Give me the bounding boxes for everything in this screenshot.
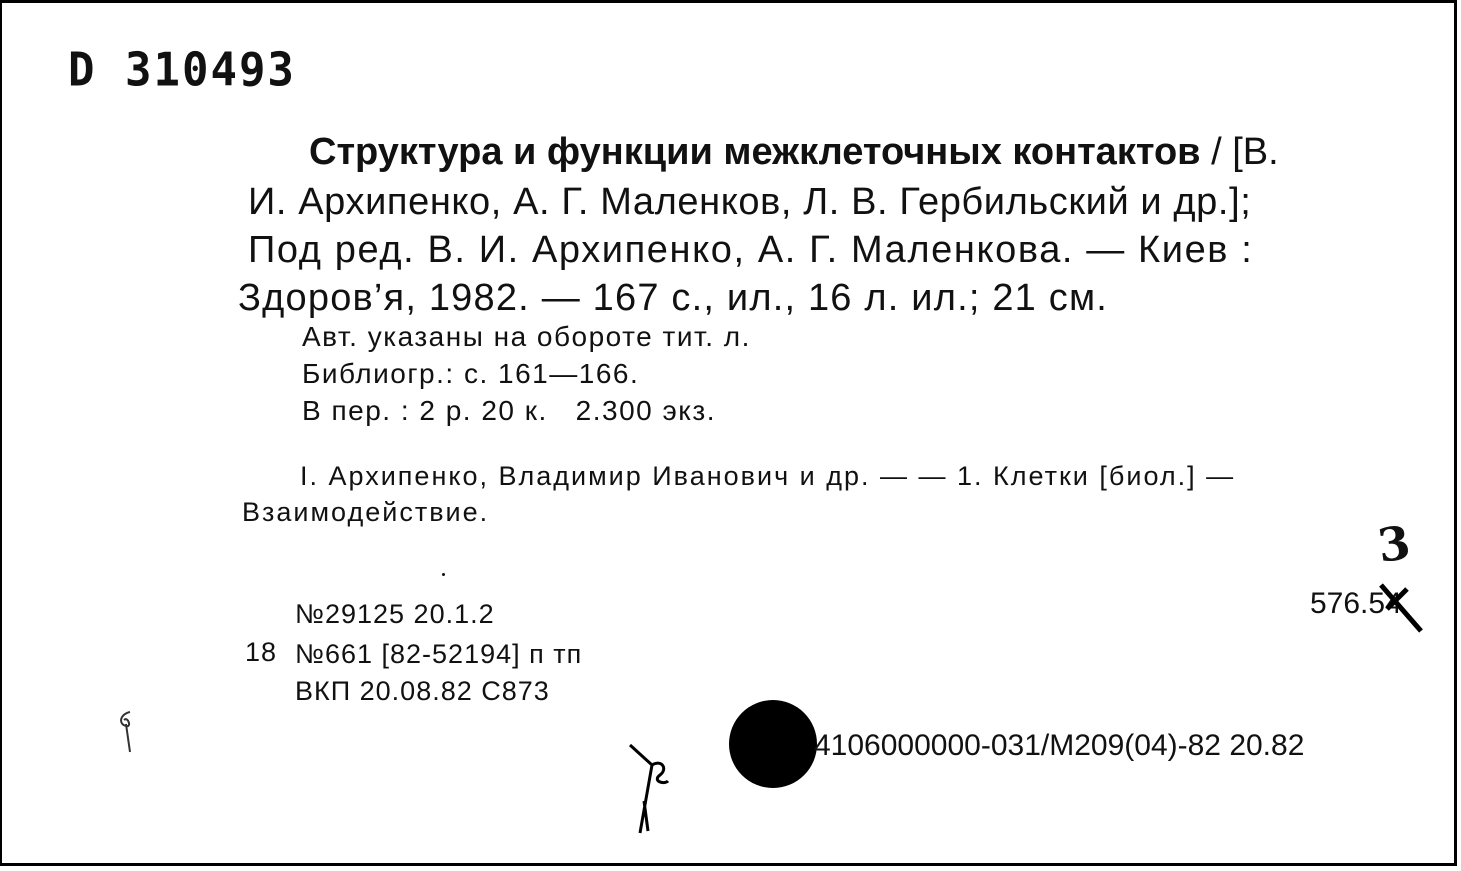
classification-number: 576.54 [1310, 587, 1402, 620]
note-authors: Авт. указаны на обороте тит. л. [302, 321, 751, 352]
tracing-line-2: Взаимодействие. [242, 497, 490, 527]
tracing-line-1: I. Архипенко, Владимир Иванович и др. — — 1. Клетки [биол.] — [300, 461, 1236, 491]
note-bibliography: Библиогр.: с. 161—166. [302, 358, 640, 389]
ink-dot [442, 573, 445, 576]
entry-line-4: Здоров’я, 1982. — 167 с., ил., 16 л. ил.; 21 см. [238, 277, 1109, 319]
entry-line-1 [309, 131, 1279, 174]
note-price: В пер. : 2 р. 20 к. 2.300 экз. [302, 395, 716, 426]
book-title: Структура и функции межклеточных контактов [309, 131, 1201, 173]
handwritten-number: 3 [1374, 515, 1414, 573]
pen-strike-mark [1377, 579, 1427, 635]
entry-line-2: И. Архипенко, А. Г. Маленков, Л. В. Гербильский и др.]; [248, 181, 1252, 223]
bottom-code: 4106000000-031/М209(04)-82 20.82 [814, 729, 1305, 762]
ink-blot [729, 700, 817, 788]
card-stamp-number: D 310493 [68, 43, 296, 98]
handwritten-initial-mark [622, 741, 682, 837]
entry-line-3: Под ред. В. И. Архипенко, А. Г. Маленкова. — Киев : [248, 229, 1254, 271]
pencil-squiggle-mark [110, 708, 140, 758]
order-line-2-prefix: 18 [245, 637, 278, 667]
title-continuation: / [В. [1200, 131, 1279, 173]
order-line-3: ВКП 20.08.82 С873 [295, 676, 550, 706]
order-line-2: №661 [82-52194] п тп [295, 639, 583, 669]
order-line-1: №29125 20.1.2 [295, 599, 495, 629]
